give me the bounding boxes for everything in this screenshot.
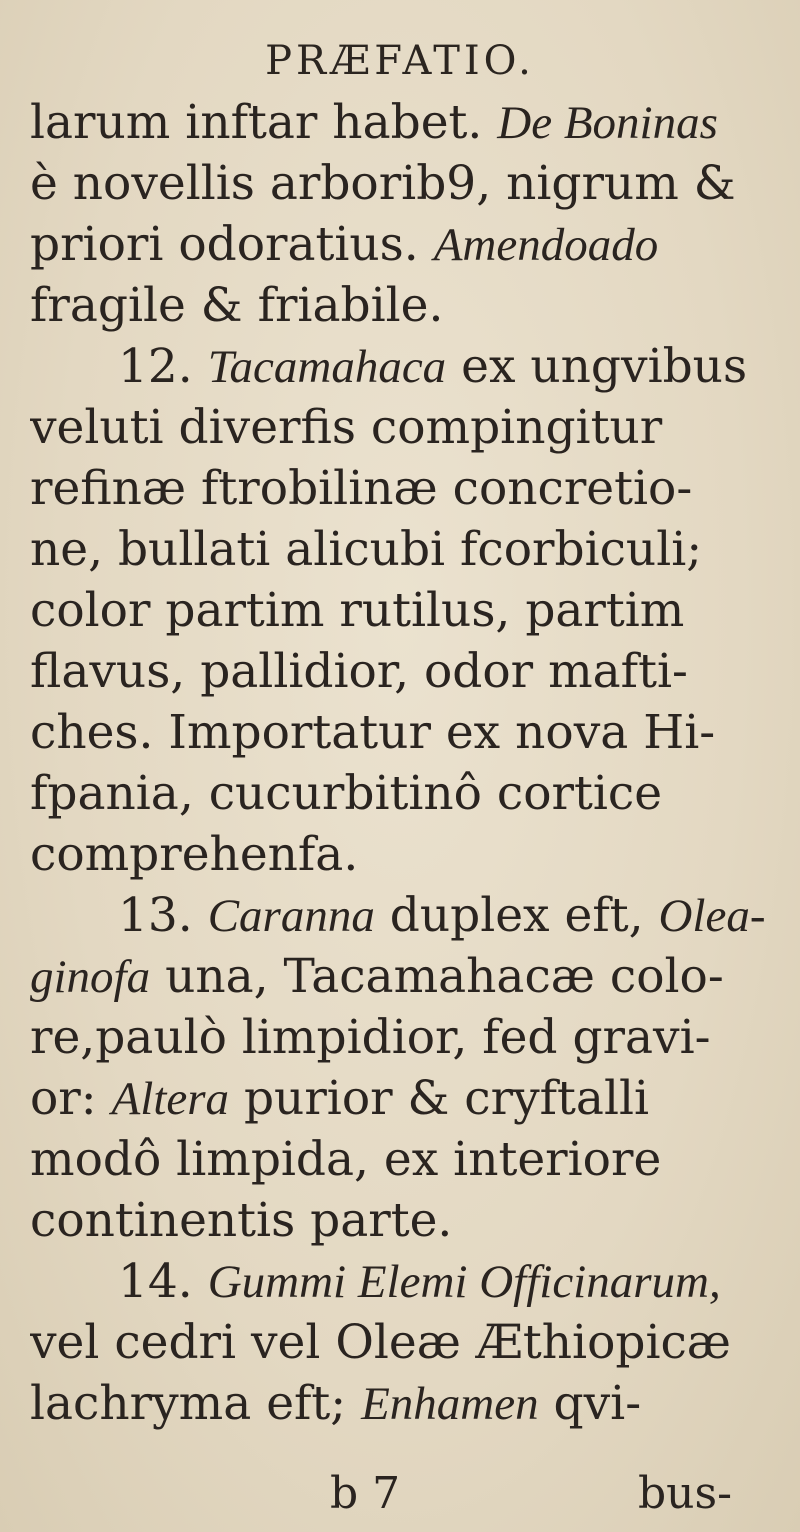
text-line: modô limpida, ex interiore [30, 1132, 662, 1187]
text-line: ches. Importatur ex nova Hi- [30, 705, 716, 760]
text-line: vel cedri vel Oleæ Æthiopicæ [30, 1315, 731, 1370]
text-line: or: Altera purior & cryftalli [30, 1071, 650, 1126]
signature-mark: b 7 [330, 1468, 401, 1519]
text-line: è novellis arborib9, nigrum & [30, 156, 736, 211]
text-line: color partim rutilus, partim [30, 583, 685, 638]
text-line: veluti diverfis compingitur [30, 400, 663, 455]
text-line: fpania, cucurbitinô cortice [30, 766, 663, 821]
text-line: refinæ ftrobilinæ concretio- [30, 461, 693, 516]
page-footer [30, 1468, 770, 1518]
text-line: flavus, pallidior, odor mafti- [30, 644, 688, 699]
text-line: larum inftar habet. De Boninas [30, 95, 718, 150]
catchword: bus- [638, 1468, 732, 1519]
text-line: 14. Gummi Elemi Officinarum, [118, 1254, 721, 1309]
text-line: continentis parte. [30, 1193, 453, 1248]
text-line: lachryma eft; Enhamen qvi- [30, 1376, 642, 1431]
text-line: re,paulò limpidior, fed gravi- [30, 1010, 711, 1065]
body-text [30, 92, 770, 1434]
text-line: ne, bullati alicubi fcorbiculi; [30, 522, 703, 577]
text-line: 12. Tacamahaca ex ungvibus [118, 339, 748, 394]
text-line: 13. Caranna duplex eft, Olea- [118, 888, 766, 943]
text-line: ginofa una, Tacamahacæ colo- [30, 949, 724, 1004]
text-line: priori odoratius. Amendoado [30, 217, 659, 272]
text-line: fragile & friabile. [30, 278, 444, 333]
text-line: comprehenfa. [30, 827, 359, 882]
running-head: PRÆFATIO. [265, 38, 535, 84]
